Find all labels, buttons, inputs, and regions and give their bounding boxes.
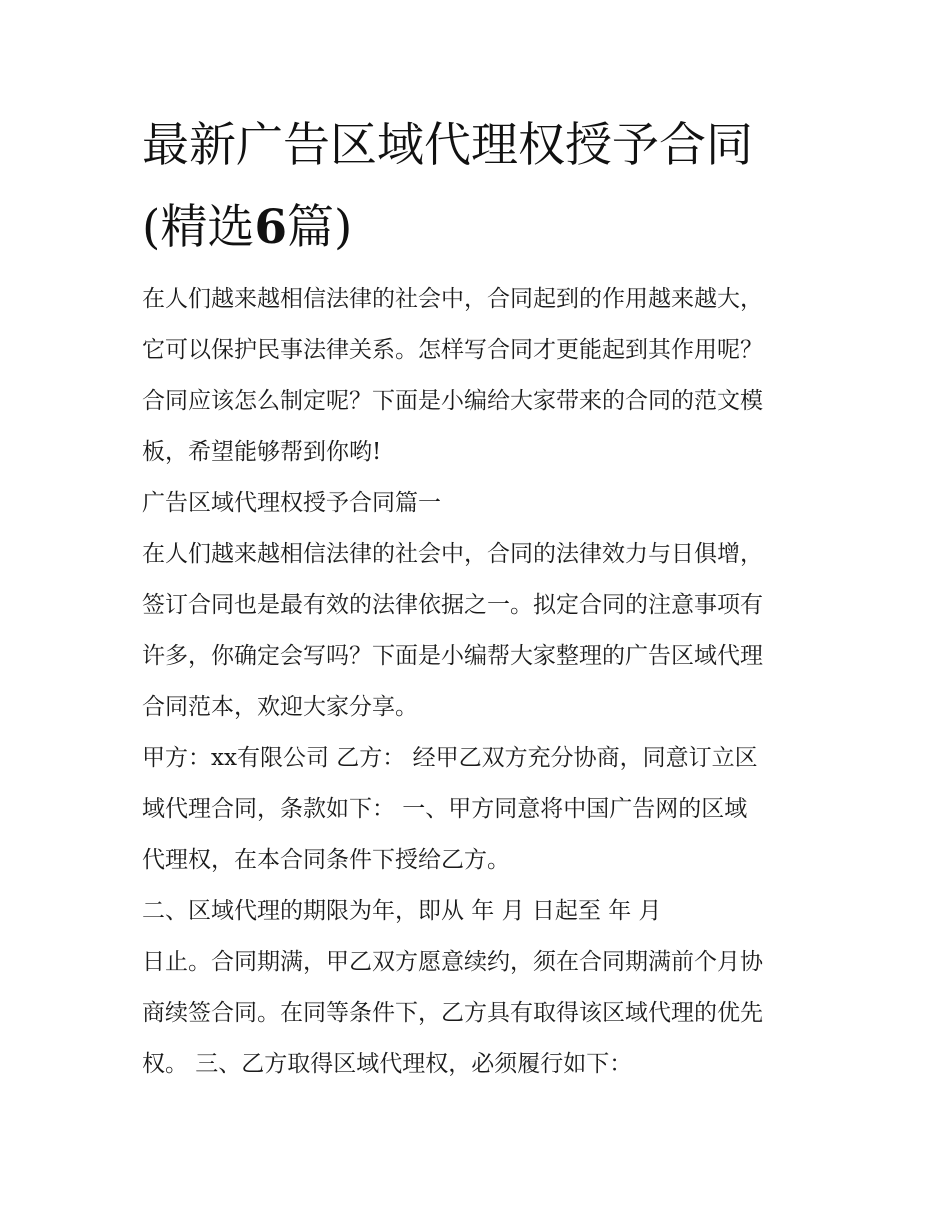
title-count: 6 [254,200,288,255]
text-line: 商续签合同。在同等条件下，乙方具有取得该区域代理的优先 [142,1000,763,1026]
text-line: 代理权，在本合同条件下授给乙方。 [142,847,510,873]
title-close: 篇) [287,200,353,255]
text-line: 二、区域代理的期限为年，即从 年 月 日起至 年 月 [142,898,662,924]
text-line: 在人们越来越相信法律的社会中，合同起到的作用越来越大， [142,286,763,312]
text-line: 合同范本，欢迎大家分享。 [142,694,418,720]
text-line: 在人们越来越相信法律的社会中，合同的法律效力与日俱增， [142,541,763,567]
text-line: 签订合同也是最有效的法律依据之一。拟定合同的注意事项有 [142,592,763,618]
text-line: 日止。合同期满，甲乙双方愿意续约，须在合同期满前个月协 [142,949,763,975]
text-line: 许多，你确定会写吗？下面是小编帮大家整理的广告区域代理 [142,643,763,669]
text-line: 板，希望能够帮到你哟! [142,439,382,465]
document-title-line-1: 最新广告区域代理权授予合同 [142,118,753,173]
text-line: 域代理合同，条款如下： 一、甲方同意将中国广告网的区域 [142,796,748,822]
text-line: 合同应该怎么制定呢？下面是小编给大家带来的合同的范文模 [142,388,763,414]
title-open: (精选 [142,200,255,255]
section-heading: 广告区域代理权授予合同篇一 [142,490,441,516]
text-line: 甲方：xx有限公司 乙方： 经甲乙双方充分协商，同意订立区 [142,745,758,771]
document-title-line-2 [142,200,842,255]
text-line: 它可以保护民事法律关系。怎样写合同才更能起到其作用呢？ [142,337,763,363]
text-line: 权。 三、乙方取得区域代理权，必须履行如下： [142,1051,633,1077]
